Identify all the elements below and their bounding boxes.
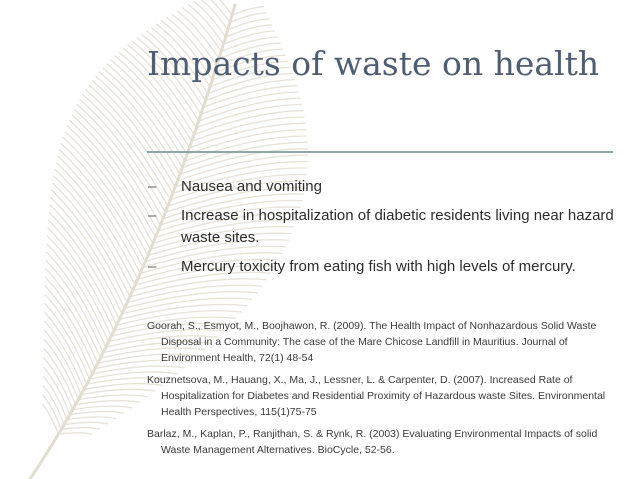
bullet-text: Increase in hospitalization of diabetic residents living near hazard waste sites. — [181, 207, 614, 246]
bullet-text: Nausea and vomiting — [181, 178, 322, 195]
bullet-text: Mercury toxicity from eating fish with high levels of mercury. — [181, 258, 576, 275]
bullet-list — [147, 176, 617, 285]
bullet-item — [147, 176, 617, 198]
bullet-item — [147, 205, 617, 249]
reference-list — [147, 318, 622, 464]
slide-title: Impacts of waste on health — [147, 44, 600, 83]
reference-item: Barlaz, M., Kaplan, P., Ranjithan, S. & Rynk, R. (2003) Evaluating Environmental Impacts of solid Waste Management Alternatives. BioCycle, 52-56. — [147, 428, 598, 456]
reference-item: Kouznetsova, M., Hauang, X., Ma, J., Lessner, L. & Carpenter, D. (2007). Increased Rate of Hospitalization for Diabetes and Residential Proximity of Hazardous waste Sites. Environmental Health Perspectives, 115(1)75-75 — [147, 374, 606, 418]
reference-item: Goorah, S., Esmyot, M., Boojhawon, R. (2009). The Health Impact of Nonhazardous Solid Waste Disposal in a Community: The case of the Mare Chicose Landfill in Mauritius. Journal of Environment Health, 72(1) 48-54 — [147, 320, 597, 364]
title-divider — [147, 151, 613, 153]
bullet-item — [147, 256, 617, 278]
bullet-marker: – — [148, 207, 157, 224]
bullet-marker: – — [148, 178, 157, 195]
bullet-marker: – — [148, 258, 157, 275]
